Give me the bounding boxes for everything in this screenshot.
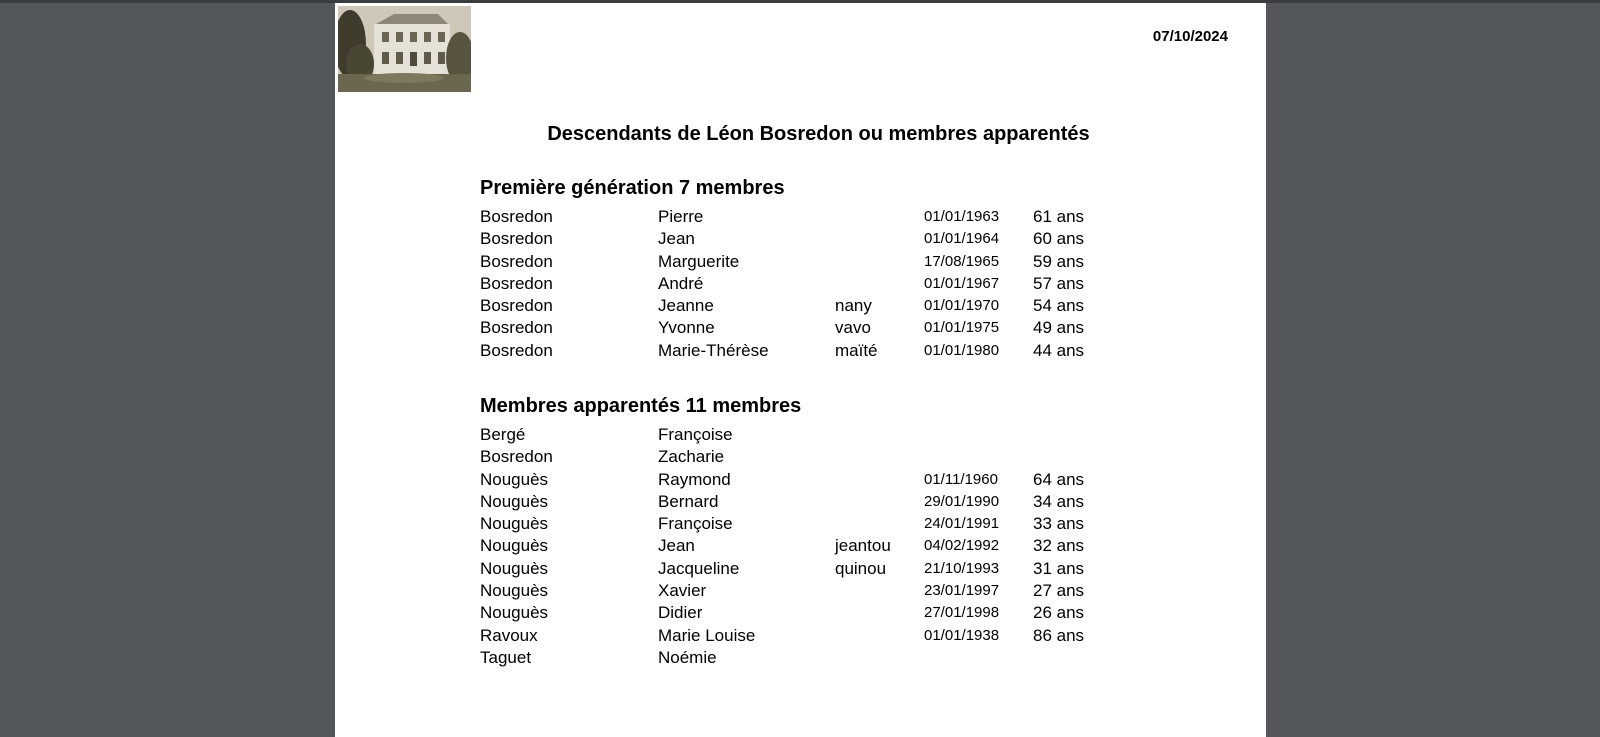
- member-birth-date: 01/01/1963: [924, 208, 1000, 225]
- member-first-name: Marie Louise: [658, 625, 756, 645]
- member-birth-date: 01/01/1964: [924, 230, 1000, 248]
- member-last-name: Bosredon: [480, 296, 553, 316]
- section-title: Membres apparentés 11 membres: [480, 395, 802, 417]
- member-last-name: Ravoux: [480, 625, 538, 645]
- house-photo-icon: [338, 6, 471, 92]
- document-title: Descendants de Léon Bosredon ou membres apparentés: [547, 123, 1090, 145]
- member-row: [480, 424, 1180, 446]
- member-list: [480, 424, 1180, 669]
- member-last-name: Bosredon: [480, 340, 553, 360]
- member-age: 57 ans: [1033, 273, 1085, 293]
- member-row: [480, 273, 1180, 295]
- member-first-name: Jean: [658, 229, 695, 249]
- member-birth-date: 21/10/1993: [924, 559, 1000, 577]
- member-row: [480, 580, 1180, 602]
- member-row: [480, 317, 1180, 339]
- member-first-name: Didier: [658, 603, 703, 623]
- member-row: [480, 535, 1180, 557]
- member-last-name: Bosredon: [480, 229, 553, 249]
- member-age: 64 ans: [1033, 469, 1085, 489]
- member-birth-date: 01/01/1975: [924, 319, 1000, 337]
- member-first-name: Noémie: [658, 647, 717, 667]
- section-first-generation: [480, 176, 1180, 362]
- member-first-name: Pierre: [658, 207, 704, 226]
- member-last-name: Nouguès: [480, 514, 549, 534]
- member-birth-date: 23/01/1997: [924, 582, 1000, 600]
- member-last-name: Bergé: [480, 425, 526, 444]
- member-row: [480, 625, 1180, 647]
- member-age: 32 ans: [1033, 536, 1085, 556]
- member-last-name: Nouguès: [480, 603, 549, 623]
- member-first-name: André: [658, 273, 704, 293]
- member-age: 26 ans: [1033, 603, 1085, 623]
- member-row: [480, 558, 1180, 580]
- member-first-name: Françoise: [658, 425, 733, 444]
- member-birth-date: 04/02/1992: [924, 537, 1000, 555]
- member-row: [480, 251, 1180, 273]
- member-birth-date: 01/01/1970: [924, 297, 1000, 315]
- member-nickname: maïté: [835, 340, 878, 360]
- member-last-name: Bosredon: [480, 251, 553, 271]
- member-age: 61 ans: [1033, 207, 1085, 226]
- document-date: 07/10/2024: [1152, 28, 1228, 45]
- member-first-name: Jeanne: [658, 296, 714, 316]
- member-row: [480, 647, 1180, 669]
- member-age: 86 ans: [1033, 625, 1085, 645]
- member-last-name: Nouguès: [480, 536, 549, 556]
- member-last-name: Nouguès: [480, 469, 549, 489]
- member-birth-date: 01/01/1980: [924, 341, 1000, 359]
- member-birth-date: 17/08/1965: [924, 252, 1000, 270]
- member-birth-date: 24/01/1991: [924, 515, 1000, 533]
- member-first-name: Jean: [658, 536, 695, 556]
- member-first-name: Zacharie: [658, 447, 725, 467]
- member-age: 31 ans: [1033, 558, 1085, 578]
- member-row: [480, 295, 1180, 317]
- section-related-members: [480, 394, 1180, 669]
- member-age: 59 ans: [1033, 251, 1085, 271]
- member-nickname: jeantou: [835, 536, 891, 556]
- member-age: 49 ans: [1033, 318, 1085, 338]
- member-age: 34 ans: [1033, 491, 1085, 511]
- member-birth-date: 27/01/1998: [924, 604, 1000, 622]
- member-nickname: nany: [835, 296, 872, 316]
- member-row: [480, 602, 1180, 624]
- member-age: 54 ans: [1033, 296, 1085, 316]
- member-list: [480, 206, 1180, 362]
- member-last-name: Bosredon: [480, 447, 553, 467]
- member-row: [480, 491, 1180, 513]
- member-birth-date: 01/01/1938: [924, 626, 1000, 644]
- document-page: [335, 3, 1266, 737]
- member-first-name: Raymond: [658, 469, 731, 489]
- member-row: [480, 469, 1180, 491]
- member-last-name: Nouguès: [480, 581, 549, 601]
- member-first-name: Yvonne: [658, 318, 715, 338]
- member-last-name: Taguet: [480, 647, 532, 667]
- section-title: Première génération 7 membres: [480, 177, 785, 199]
- member-last-name: Nouguès: [480, 558, 549, 578]
- member-age: 27 ans: [1033, 581, 1085, 601]
- member-row: [480, 340, 1180, 362]
- member-birth-date: 29/01/1990: [924, 492, 1000, 510]
- member-row: [480, 228, 1180, 250]
- member-first-name: Jacqueline: [658, 558, 740, 578]
- member-row: [480, 513, 1180, 535]
- member-nickname: vavo: [835, 318, 871, 338]
- member-age: 33 ans: [1033, 514, 1085, 534]
- member-age: 60 ans: [1033, 229, 1085, 249]
- member-age: 44 ans: [1033, 340, 1085, 360]
- member-first-name: Xavier: [658, 581, 707, 601]
- member-first-name: Marie-Thérèse: [658, 340, 769, 360]
- member-birth-date: 01/01/1967: [924, 274, 1000, 292]
- member-first-name: Bernard: [658, 491, 719, 511]
- member-first-name: Françoise: [658, 514, 733, 534]
- member-last-name: Bosredon: [480, 273, 553, 293]
- member-first-name: Marguerite: [658, 251, 740, 271]
- member-row: [480, 446, 1180, 468]
- member-last-name: Bosredon: [480, 207, 553, 226]
- member-birth-date: 01/11/1960: [924, 470, 998, 488]
- member-last-name: Nouguès: [480, 491, 549, 511]
- member-last-name: Bosredon: [480, 318, 553, 338]
- member-row: [480, 206, 1180, 228]
- member-nickname: quinou: [835, 558, 887, 578]
